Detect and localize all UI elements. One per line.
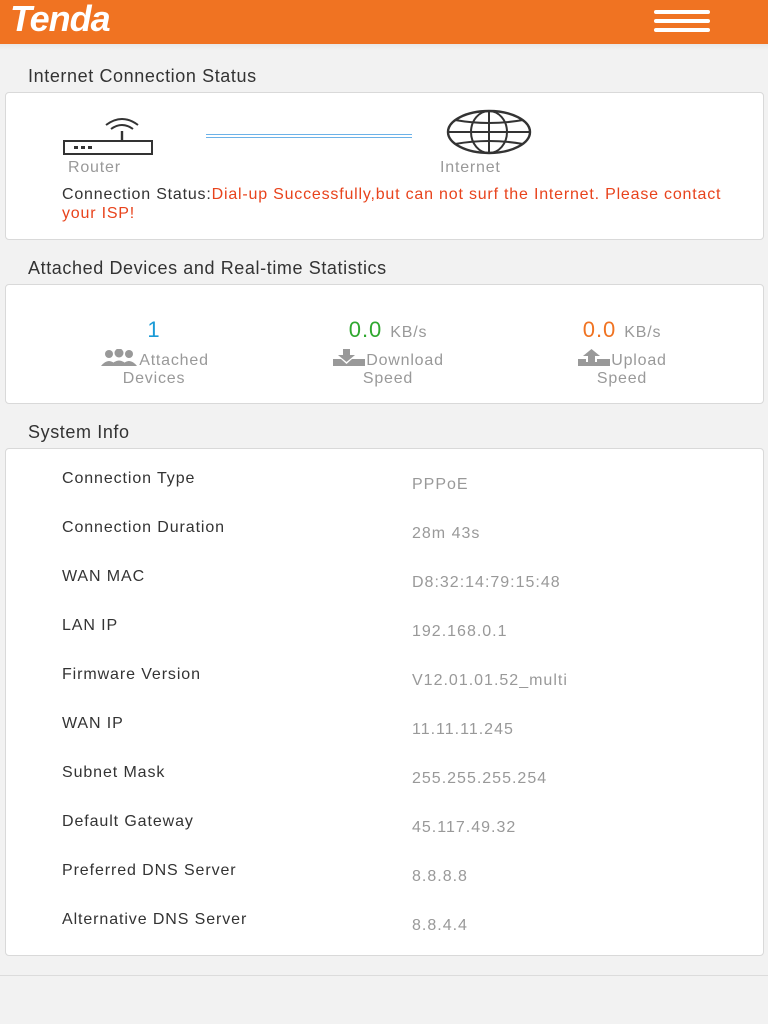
globe-icon	[443, 108, 535, 156]
system-info-title: System Info	[28, 422, 130, 442]
attached-devices-stat[interactable]	[34, 315, 274, 388]
connection-status-message: Dial-up Successfully,but can not surf the Internet. Please contact your ISP!	[62, 186, 722, 222]
wan-mac-label: WAN MAC	[62, 568, 146, 585]
system-info-row	[6, 848, 763, 897]
wan-ip-value: 11.11.11.245	[412, 721, 514, 738]
internet-label: Internet	[440, 159, 501, 176]
connection-type-value: PPPoE	[412, 476, 469, 493]
firmware-version-value: V12.01.01.52_multi	[412, 672, 568, 689]
alternative-dns-label: Alternative DNS Server	[62, 911, 248, 928]
router-label: Router	[68, 159, 121, 176]
system-info-row	[6, 701, 763, 750]
connection-status-prefix: Connection Status:	[62, 186, 212, 203]
system-info-row	[6, 505, 763, 554]
attached-devices-label-1: Attached	[139, 352, 209, 369]
hamburger-menu-icon[interactable]	[652, 8, 712, 36]
download-icon	[332, 349, 366, 367]
default-gateway-label: Default Gateway	[62, 813, 194, 830]
connection-status	[62, 185, 742, 223]
system-info-row	[6, 456, 763, 505]
top-header	[0, 0, 768, 44]
system-info-card	[5, 448, 764, 956]
system-info-row	[6, 750, 763, 799]
statistics-card	[5, 284, 764, 404]
wan-mac-value: D8:32:14:79:15:48	[412, 574, 561, 591]
download-speed-label-2: Speed	[362, 370, 414, 387]
upload-speed-value: 0.0	[582, 317, 617, 342]
connection-type-label: Connection Type	[62, 470, 196, 487]
subnet-mask-value: 255.255.255.254	[412, 770, 548, 787]
preferred-dns-value: 8.8.8.8	[412, 868, 468, 885]
system-info-row	[6, 799, 763, 848]
download-speed-stat	[268, 315, 508, 388]
users-icon	[99, 349, 139, 367]
preferred-dns-label: Preferred DNS Server	[62, 862, 237, 879]
upload-speed-stat	[502, 315, 742, 388]
alternative-dns-value: 8.8.4.4	[412, 917, 468, 934]
system-info-row	[6, 603, 763, 652]
connection-duration-label: Connection Duration	[62, 519, 225, 536]
statistics-title: Attached Devices and Real-time Statistics	[28, 258, 387, 278]
upload-speed-unit: KB/s	[624, 324, 662, 341]
system-info-row	[6, 652, 763, 701]
attached-devices-label-2: Devices	[122, 370, 186, 387]
svg-text:Tenda: Tenda	[10, 1, 110, 39]
upload-icon	[577, 349, 611, 367]
subnet-mask-label: Subnet Mask	[62, 764, 166, 781]
download-speed-unit: KB/s	[390, 324, 428, 341]
lan-ip-label: LAN IP	[62, 617, 119, 634]
router-icon	[62, 113, 158, 155]
connection-duration-value: 28m 43s	[412, 525, 481, 542]
default-gateway-value: 45.117.49.32	[412, 819, 517, 836]
wan-ip-label: WAN IP	[62, 715, 124, 732]
footer-divider	[0, 975, 768, 976]
system-info-row	[6, 897, 763, 946]
tenda-logo[interactable]	[6, 1, 236, 39]
system-info-row	[6, 554, 763, 603]
lan-ip-value: 192.168.0.1	[412, 623, 508, 640]
download-speed-value: 0.0	[348, 317, 383, 342]
upload-speed-label-1: Upload	[611, 352, 667, 369]
internet-status-title: Internet Connection Status	[28, 66, 257, 86]
internet-status-card	[5, 92, 764, 240]
header-shadow	[0, 44, 768, 50]
connection-line	[206, 134, 412, 138]
upload-speed-label-2: Speed	[596, 370, 648, 387]
firmware-version-label: Firmware Version	[62, 666, 201, 683]
attached-devices-count: 1	[147, 317, 161, 342]
download-speed-label-1: Download	[366, 352, 444, 369]
